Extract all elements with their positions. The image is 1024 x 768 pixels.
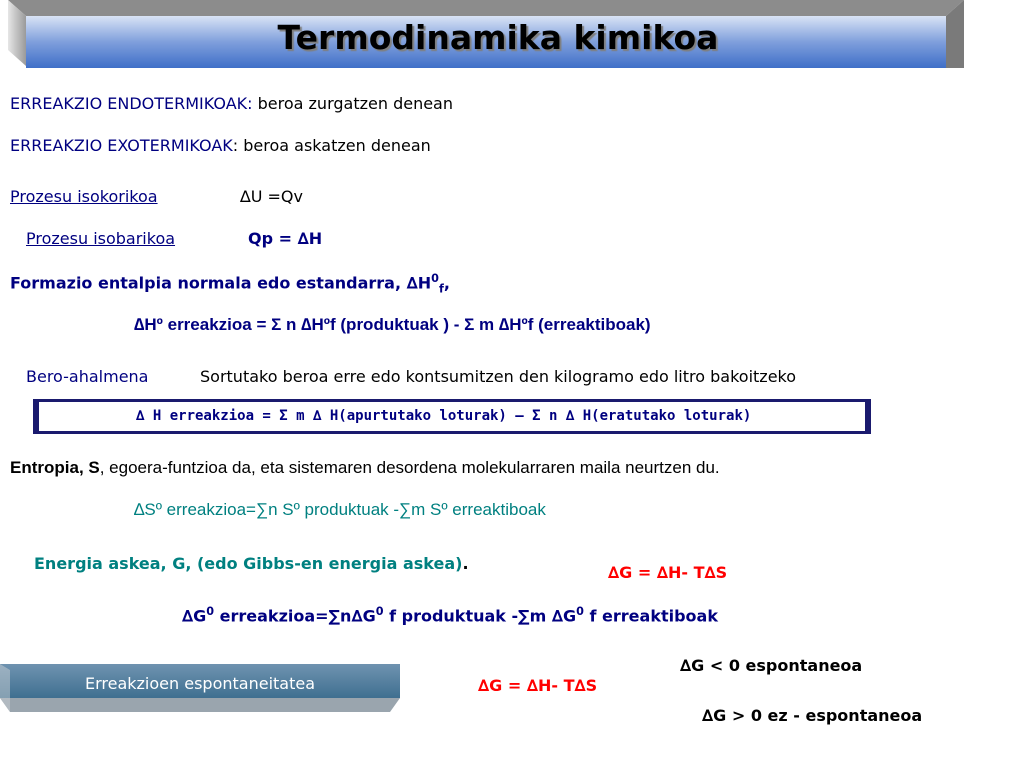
gibbs-formula: ∆G = ∆H- T∆S bbox=[608, 563, 728, 582]
entropy-text: , egoera-funtzioa da, eta sistemaren desordena molekularraren maila neurtzen du. bbox=[99, 458, 720, 477]
gibbs-reaction-sup2: 0 bbox=[375, 605, 384, 618]
gibbs-reaction-sup3: 0 bbox=[576, 605, 584, 618]
gibbs-dot: . bbox=[462, 554, 469, 573]
isocoric-label: Prozesu isokorikoa bbox=[10, 187, 158, 206]
formation-enthalpy-line bbox=[10, 272, 450, 296]
entropy-label: Entropia, S bbox=[10, 458, 100, 477]
heat-power-text: Sortutako beroa erre edo kontsumitzen den kilogramo edo litro bakoitzeko bbox=[200, 367, 797, 386]
heat-power-label: Bero-ahalmena bbox=[26, 367, 149, 386]
gibbs-reaction-mid2: f produktuak -∑m ∆G bbox=[383, 606, 577, 626]
title-banner bbox=[8, 0, 964, 68]
exothermic-text: : beroa askatzen denean bbox=[232, 136, 431, 155]
gibbs-reaction-formula bbox=[182, 605, 718, 625]
formation-label: Formazio entalpia normala edo estandarra, ∆H bbox=[10, 273, 432, 293]
spontaneity-button-label: Erreakzioen espontaneitatea bbox=[84, 674, 316, 693]
enthalpy-reaction-formula: ∆Hº erreakzioa = Σ n ∆Hºf (produktuak ) - Σ m ∆Hºf (erreaktiboak) bbox=[134, 315, 651, 334]
page-title: Termodinamika kimikoa bbox=[277, 18, 719, 57]
exothermic-line bbox=[10, 136, 431, 155]
endothermic-text: beroa zurgatzen denean bbox=[257, 94, 453, 113]
isobaric-label: Prozesu isobarikoa bbox=[26, 229, 176, 248]
entropy-line bbox=[10, 458, 720, 478]
entropy-formula: ∆Sº erreakzioa=∑n Sº produktuak -∑m Sº erreaktiboak bbox=[134, 500, 546, 519]
gibbs-reaction-sup1: 0 bbox=[206, 605, 215, 618]
bond-energy-formula: ∆ H erreakzioa = Σ m ∆ H(apurtutako loturak) – Σ n ∆ H(eratutako loturak) bbox=[136, 408, 752, 424]
spontaneous-condition: ∆G < 0 espontaneoa bbox=[680, 656, 863, 675]
gibbs-line bbox=[34, 554, 469, 573]
spontaneity-formula: ∆G = ∆H- T∆S bbox=[478, 676, 598, 695]
gibbs-label: Energia askea, G, (edo Gibbs-en energia askea) bbox=[34, 554, 463, 573]
isocoric-formula: ∆U =Qv bbox=[240, 187, 303, 206]
isobaric-formula: Qp = ∆H bbox=[248, 229, 323, 248]
formation-sup: 0 bbox=[431, 272, 439, 285]
formation-tail: , bbox=[443, 273, 450, 293]
gibbs-reaction-pre: ∆G bbox=[182, 606, 207, 626]
gibbs-reaction-mid: erreakzioa=∑n∆G bbox=[214, 606, 376, 626]
bond-energy-box bbox=[33, 399, 871, 434]
endothermic-label: ERREAKZIO ENDOTERMIKOAK: bbox=[10, 94, 253, 113]
non-spontaneous-condition: ∆G > 0 ez - espontaneoa bbox=[702, 706, 923, 725]
formation-sub: f bbox=[438, 282, 444, 296]
spontaneity-button[interactable] bbox=[0, 664, 400, 712]
endothermic-line bbox=[10, 94, 453, 113]
exothermic-label: ERREAKZIO EXOTERMIKOAK bbox=[10, 136, 233, 155]
gibbs-reaction-tail: f erreaktiboak bbox=[583, 606, 718, 626]
